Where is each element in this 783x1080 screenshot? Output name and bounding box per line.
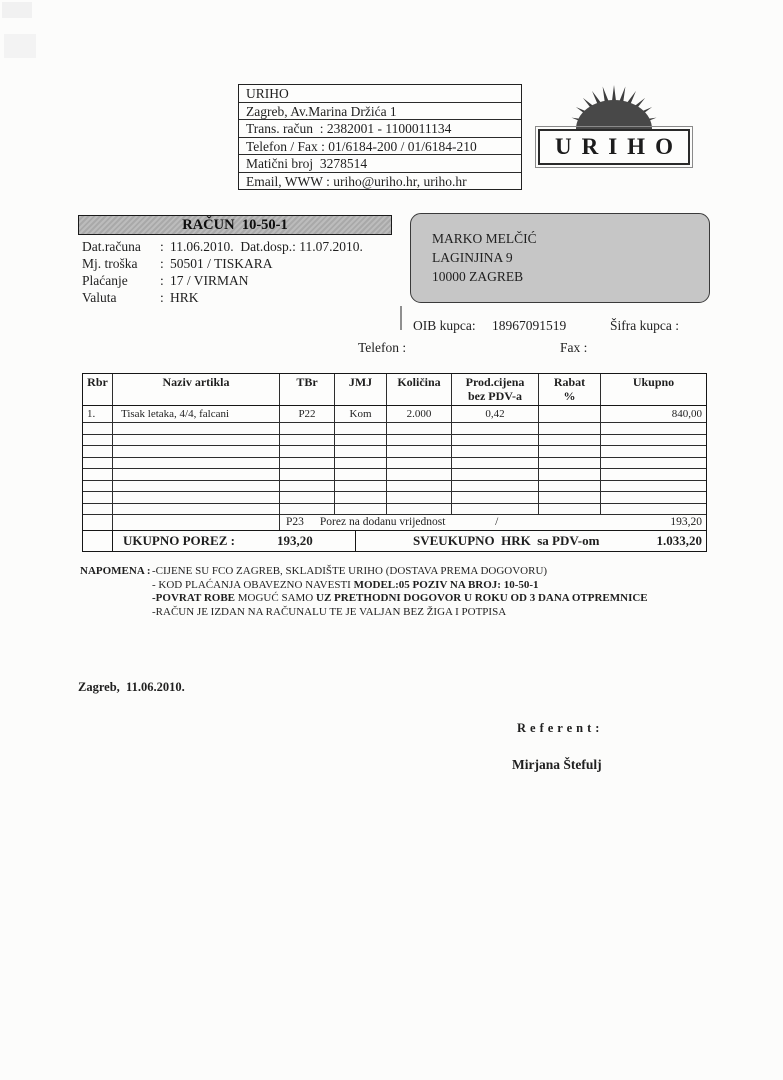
col-header-kolicina: Količina (387, 374, 452, 405)
note-line: -POVRAT ROBE MOGUĆ SAMO UZ PRETHODNI DOGOVOR U ROKU OD 3 DANA OTPREMNICE (152, 592, 648, 604)
cost-center-row: Mj. troška : 50501 / TISKARA (82, 256, 273, 271)
payment-row: Plaćanje : 17 / VIRMAN (82, 273, 249, 288)
tax-amount: 193,20 (670, 516, 702, 528)
oib-label: OIB kupca: (413, 318, 476, 333)
customer-address-box (410, 213, 710, 303)
tax-row (83, 515, 706, 531)
note-line: -RAČUN JE IZDAN NA RAČUNALU TE JE VALJAN BEZ ŽIGA I POTPISA (152, 605, 507, 618)
cell-naziv: Tisak letaka, 4/4, falcani (113, 406, 280, 422)
cell-rbr: 1. (83, 406, 113, 422)
grand-total-value: 1.033,20 (656, 533, 702, 548)
notes-section (80, 565, 720, 619)
col-header-naziv: Naziv artikla (113, 374, 280, 405)
currency-row: Valuta : HRK (82, 290, 199, 305)
tax-label: Porez na dodanu vrijednost (319, 516, 446, 528)
table-empty-row (83, 492, 706, 504)
invoice-date-row: Dat.računa : 11.06.2010. Dat.dosp.: 11.07.2010. (82, 239, 363, 254)
customer-oib-row (0, 318, 783, 335)
invoice-header-fields (82, 238, 402, 306)
telefon-label: Telefon : (358, 340, 407, 355)
sun-rays-icon (539, 84, 689, 129)
tax-slash: / (495, 516, 499, 528)
field-value: HRK (170, 290, 199, 305)
referent-label: Referent: (517, 721, 604, 735)
oib-value: 18967091519 (492, 318, 567, 333)
cell-tbr: P22 (280, 406, 335, 422)
table-empty-row (83, 469, 706, 481)
customer-phone-row (0, 340, 783, 357)
grand-total-label: SVEUKUPNO HRK sa PDV-om (413, 533, 600, 548)
company-reg-number: Matični broj 3278514 (239, 155, 521, 173)
col-header-rbr: Rbr (83, 374, 113, 405)
cell-rabat (539, 406, 601, 422)
notes-label: NAPOMENA : (80, 565, 151, 577)
logo-text: URIHO (555, 134, 683, 159)
table-empty-row (83, 481, 706, 493)
company-bank-account: Trans. račun : 2382001 - 1100011134 (239, 120, 521, 138)
company-email-www: Email, WWW : uriho@uriho.hr, uriho.hr (246, 173, 467, 189)
tax-code: P23 (286, 516, 304, 528)
field-label: Plaćanje (82, 273, 128, 288)
field-value: 17 / VIRMAN (170, 273, 249, 288)
company-address: Zagreb, Av.Marina Držića 1 (239, 103, 521, 121)
table-row (83, 406, 706, 423)
referent-name: Mirjana Štefulj (512, 757, 602, 772)
logo-frame (538, 129, 690, 165)
col-header-tbr: TBr (280, 374, 335, 405)
company-name: URIHO (239, 85, 521, 103)
col-header-ukupno: Ukupno (632, 375, 675, 389)
note-line: - KOD PLAĆANJA OBAVEZNO NAVESTI MODEL:05 POZIV NA BROJ: 10-50-1 (152, 578, 539, 591)
note-line: -CIJENE SU FCO ZAGREB, SKLADIŠTE URIHO (DOSTAVA PREMA DOGOVORU) (152, 565, 548, 577)
total-tax-value: 193,20 (276, 533, 313, 548)
cell-kolicina: 2.000 (387, 406, 452, 422)
customer-city: 10000 ZAGREB (432, 269, 524, 284)
tax-row-content (280, 515, 706, 530)
table-empty-row (83, 423, 706, 435)
scan-artifact (2, 2, 32, 18)
scan-artifact (4, 34, 36, 58)
table-empty-row (83, 458, 706, 470)
table-header-row (83, 374, 706, 406)
col-header-rabat: Rabat % (539, 374, 601, 405)
customer-street: LAGINJINA 9 (432, 250, 513, 265)
place-date-line: Zagreb, 11.06.2010. (78, 680, 185, 694)
company-logo (538, 84, 690, 165)
table-empty-row (83, 435, 706, 447)
field-label: Mj. troška (82, 256, 138, 271)
customer-name: MARKO MELČIĆ (432, 231, 537, 246)
customer-code-label: Šifra kupca : (610, 318, 679, 333)
col-header-cijena: Prod.cijena bez PDV-a (452, 374, 539, 405)
cell-cijena: 0,42 (452, 406, 539, 422)
company-info-box (238, 84, 522, 190)
table-empty-row (83, 504, 706, 516)
items-table (82, 373, 707, 552)
field-label: Valuta (82, 290, 117, 305)
grand-total-cell (356, 531, 706, 551)
notes-lines (152, 565, 720, 619)
cell-ukupno: 840,00 (671, 407, 702, 420)
field-label: Dat.računa (82, 239, 141, 254)
field-value: 50501 / TISKARA (170, 256, 273, 271)
cell-jmj: Kom (335, 406, 387, 422)
col-header-jmj: JMJ (335, 374, 387, 405)
invoice-title-bar: RAČUN 10-50-1 (78, 215, 392, 235)
table-empty-row (83, 446, 706, 458)
fax-label: Fax : (560, 340, 588, 355)
field-value: 11.06.2010. Dat.dosp.: 11.07.2010. (170, 239, 363, 254)
company-phone-fax: Telefon / Fax : 01/6184-200 / 01/6184-210 (239, 138, 521, 156)
total-tax-cell (113, 531, 356, 551)
total-row (83, 531, 706, 551)
total-tax-label: UKUPNO POREZ : (123, 533, 235, 548)
